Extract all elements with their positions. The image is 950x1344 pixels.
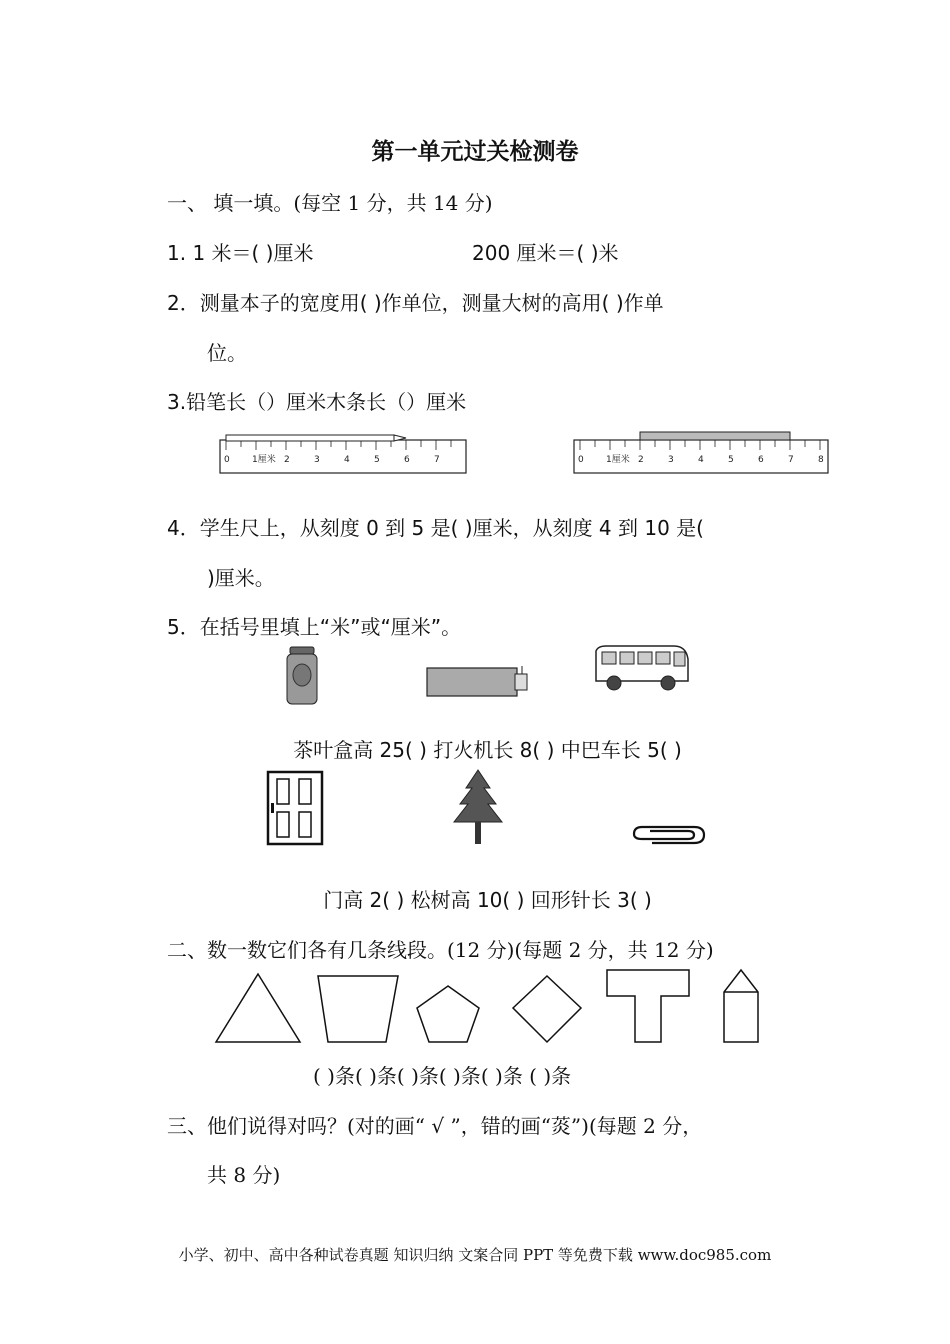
question-1a: 1. 1 米＝( )厘米: [167, 241, 314, 265]
triangle-shape: [216, 974, 300, 1042]
question-3: 3.铅笔长（）厘米木条长（）厘米: [167, 390, 467, 414]
ruler2-tick-label: 1厘米: [606, 455, 630, 465]
ruler1-tick-label: 2: [284, 455, 290, 465]
wooden-strip: [640, 432, 790, 440]
paper-clip-image: [630, 822, 708, 848]
ruler1-tick-label: 0: [224, 455, 230, 465]
question-4-line2: )厘米。: [207, 566, 275, 590]
tea-box-image: [282, 645, 322, 707]
t-shape: [607, 970, 689, 1042]
section3-heading-line2: 共 8 分): [207, 1163, 281, 1187]
ruler2-tick-label: 6: [758, 455, 764, 465]
ruler1-tick-label: 4: [344, 455, 350, 465]
page-title: 第一单元过关检测卷: [371, 139, 579, 165]
ruler1-tick-label: 7: [434, 455, 440, 465]
question-5-row2: 门高 2( ) 松树高 10( ) 回形针长 3( ): [323, 888, 652, 912]
lighter-image: [425, 664, 533, 698]
section3-heading-line1: 三、他们说得对吗？(对的画“ √ ”，错的画“菼”)(每题 2 分，: [167, 1114, 703, 1138]
ruler1-tick-label: 6: [404, 455, 410, 465]
minibus-image: [592, 643, 692, 695]
pine-tree-image: [446, 768, 510, 848]
question-5: 5．在括号里填上“米”或“厘米”。: [167, 615, 462, 639]
pencil: [226, 435, 406, 441]
section2-heading: 二、数一数它们各有几条线段。(12 分)(每题 2 分，共 12 分): [167, 938, 714, 962]
ruler1-tick-label: 3: [314, 455, 320, 465]
ruler1-tick-label: 1厘米: [252, 455, 276, 465]
question-4-line1: 4．学生尺上，从刻度 0 到 5 是( )厘米，从刻度 4 到 10 是(: [167, 516, 704, 540]
pentagon-shape: [417, 986, 479, 1042]
ruler-with-pencil: [218, 428, 470, 476]
house-shape: [724, 970, 758, 1042]
ruler1-tick-label: 5: [374, 455, 380, 465]
question-2-line1: 2．测量本子的宽度用( )作单位，测量大树的高用( )作单: [167, 291, 664, 315]
ruler-with-wooden-strip: [572, 428, 832, 476]
section2-answers: ( )条( )条( )条( )条( )条 ( )条: [313, 1064, 572, 1088]
question-2-line2: 位。: [207, 341, 247, 365]
ruler2-tick-label: 0: [578, 455, 584, 465]
section1-heading: 一、 填一填。(每空 1 分，共 14 分): [167, 191, 493, 215]
ruler2-tick-label: 3: [668, 455, 674, 465]
ruler2-tick-label: 4: [698, 455, 704, 465]
door-image: [266, 770, 324, 846]
ruler2-tick-label: 8: [818, 455, 824, 465]
diamond-shape: [513, 976, 581, 1042]
ruler2-tick-label: 5: [728, 455, 734, 465]
ruler2-tick-label: 2: [638, 455, 644, 465]
ruler2-tick-label: 7: [788, 455, 794, 465]
trapezoid-shape: [318, 976, 398, 1042]
footer-text: 小学、初中、高中各种试卷真题 知识归纳 文案合同 PPT 等免费下载 www.doc985.com: [178, 1246, 772, 1264]
question-5-row1: 茶叶盒高 25( ) 打火机长 8( ) 中巴车长 5( ): [293, 738, 682, 762]
shapes-row: [212, 968, 762, 1046]
question-1b: 200 厘米＝( )米: [472, 241, 619, 265]
